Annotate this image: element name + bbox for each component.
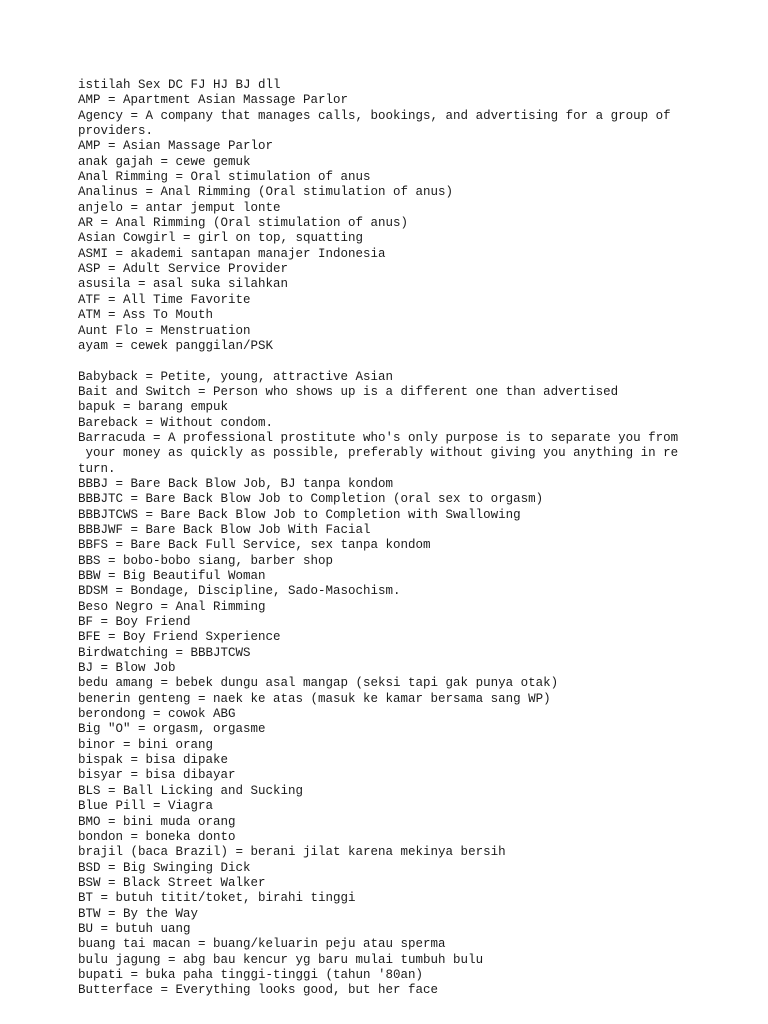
- glossary-line: Blue Pill = Viagra: [78, 799, 214, 814]
- glossary-line: Butterface = Everything looks good, but her face: [78, 983, 439, 998]
- glossary-line: Analinus = Anal Rimming (Oral stimulation of anus): [78, 185, 454, 200]
- glossary-line: AMP = Apartment Asian Massage Parlor: [78, 93, 349, 108]
- glossary-line: providers.: [78, 124, 154, 139]
- glossary-line: BSD = Big Swinging Dick: [78, 860, 251, 875]
- glossary-line: BBFS = Bare Back Full Service, sex tanpa kondom: [78, 538, 431, 553]
- glossary-line: Aunt Flo = Menstruation: [78, 323, 251, 338]
- glossary-line: Beso Negro = Anal Rimming: [78, 599, 266, 614]
- glossary-line: BTW = By the Way: [78, 906, 199, 921]
- glossary-line: BMO = bini muda orang: [78, 814, 236, 829]
- glossary-line: BBS = bobo-bobo siang, barber shop: [78, 553, 334, 568]
- glossary-line: BBBJ = Bare Back Blow Job, BJ tanpa kondom: [78, 476, 394, 491]
- glossary-line: bedu amang = bebek dungu asal mangap (seksi tapi gak punya otak): [78, 676, 559, 691]
- glossary-line: BBBJWF = Bare Back Blow Job With Facial: [78, 522, 371, 537]
- glossary-line: anak gajah = cewe gemuk: [78, 154, 251, 169]
- document-body: [78, 78, 738, 999]
- glossary-line: BSW = Black Street Walker: [78, 875, 266, 890]
- glossary-line: bispak = bisa dipake: [78, 753, 229, 768]
- glossary-line: your money as quickly as possible, preferably without giving you anything in re: [78, 446, 679, 461]
- glossary-line: ASP = Adult Service Provider: [78, 262, 289, 277]
- glossary-line: AMP = Asian Massage Parlor: [78, 139, 274, 154]
- glossary-line: BJ = Blow Job: [78, 661, 176, 676]
- glossary-line: BU = butuh uang: [78, 921, 191, 936]
- glossary-line: asusila = asal suka silahkan: [78, 277, 289, 292]
- glossary-line: turn.: [78, 461, 116, 476]
- glossary-line: BFE = Boy Friend Sxperience: [78, 630, 281, 645]
- glossary-line: bapuk = barang empuk: [78, 400, 229, 415]
- glossary-line: BBBJTCWS = Bare Back Blow Job to Completion with Swallowing: [78, 507, 521, 522]
- glossary-line: brajil (baca Brazil) = berani jilat karena mekinya bersih: [78, 845, 506, 860]
- glossary-line: ASMI = akademi santapan manajer Indonesia: [78, 246, 386, 261]
- glossary-line: BDSM = Bondage, Discipline, Sado-Masochism.: [78, 584, 401, 599]
- glossary-line: bulu jagung = abg bau kencur yg baru mulai tumbuh bulu: [78, 952, 484, 967]
- glossary-line: buang tai macan = buang/keluarin peju atau sperma: [78, 937, 446, 952]
- glossary-line: BBBJTC = Bare Back Blow Job to Completion (oral sex to orgasm): [78, 492, 544, 507]
- glossary-line: Bait and Switch = Person who shows up is a different one than advertised: [78, 384, 619, 399]
- document-title: istilah Sex DC FJ HJ BJ dll: [78, 78, 281, 92]
- glossary-line: BF = Boy Friend: [78, 615, 191, 630]
- glossary-line: benerin genteng = naek ke atas (masuk ke kamar bersama sang WP): [78, 691, 551, 706]
- glossary-line: AR = Anal Rimming (Oral stimulation of anus): [78, 216, 409, 231]
- glossary-line: Birdwatching = BBBJTCWS: [78, 645, 251, 660]
- glossary-line: BLS = Ball Licking and Sucking: [78, 783, 304, 798]
- glossary-line: Bareback = Without condom.: [78, 415, 274, 430]
- glossary-section-b: [78, 370, 738, 999]
- glossary-line: Agency = A company that manages calls, bookings, and advertising for a group of: [78, 108, 671, 123]
- glossary-line: ATM = Ass To Mouth: [78, 308, 214, 323]
- glossary-line: Big "O" = orgasm, orgasme: [78, 722, 266, 737]
- glossary-line: berondong = cowok ABG: [78, 707, 236, 722]
- section-spacer: [78, 354, 738, 369]
- glossary-line: ATF = All Time Favorite: [78, 292, 251, 307]
- glossary-line: BBW = Big Beautiful Woman: [78, 569, 266, 583]
- glossary-line: anjelo = antar jemput lonte: [78, 200, 281, 215]
- glossary-section-a: [78, 93, 738, 354]
- glossary-line: ayam = cewek panggilan/PSK: [78, 338, 274, 353]
- glossary-line: Asian Cowgirl = girl on top, squatting: [78, 231, 364, 246]
- glossary-line: bupati = buka paha tinggi-tinggi (tahun '80an): [78, 967, 424, 982]
- glossary-line: Barracuda = A professional prostitute who's only purpose is to separate you from: [78, 430, 679, 445]
- glossary-line: bondon = boneka donto: [78, 829, 236, 844]
- glossary-line: Anal Rimming = Oral stimulation of anus: [78, 170, 371, 185]
- glossary-line: binor = bini orang: [78, 737, 214, 752]
- glossary-line: Babyback = Petite, young, attractive Asian: [78, 369, 394, 384]
- glossary-line: bisyar = bisa dibayar: [78, 768, 236, 783]
- glossary-line: BT = butuh titit/toket, birahi tinggi: [78, 891, 356, 906]
